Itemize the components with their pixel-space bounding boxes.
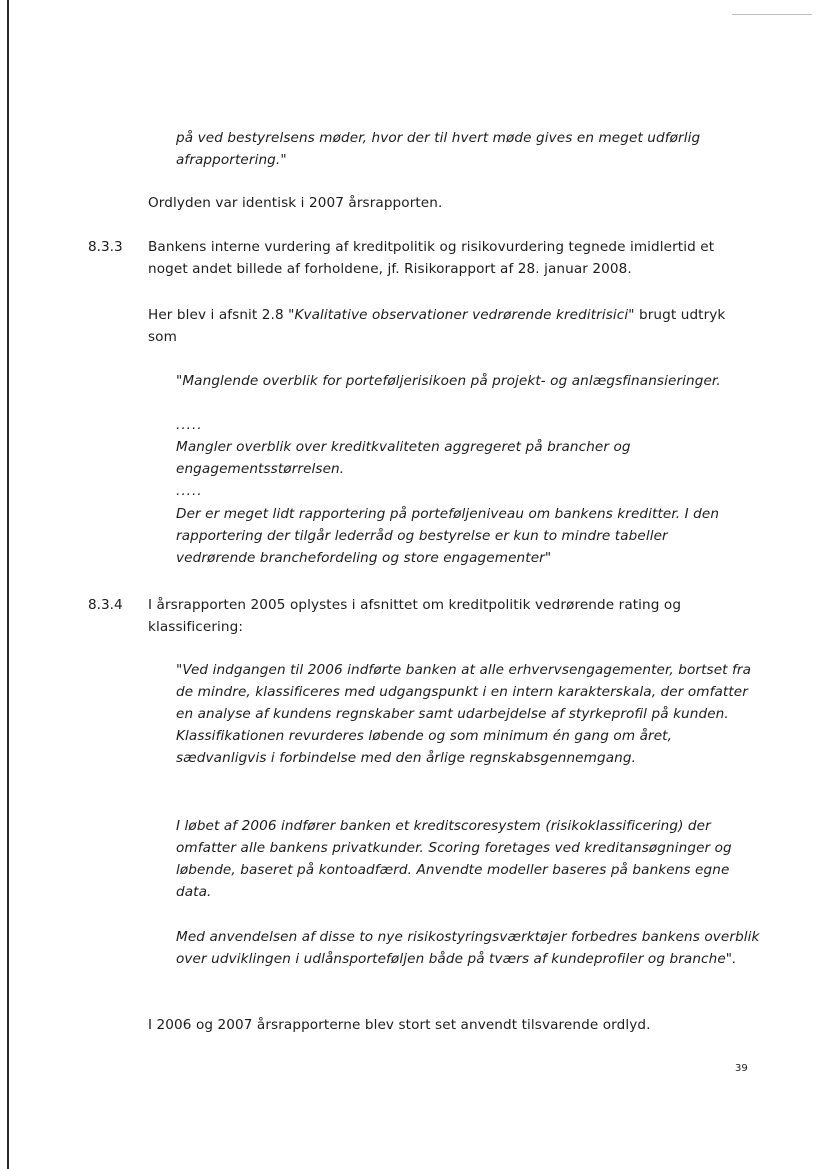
intro-italic: "Kvalitative observationer vedrørende kreditrisici" bbox=[288, 307, 635, 323]
quote-continuation: på ved bestyrelsens møder, hvor der til hvert møde gives en meget udførlig afrapportering." bbox=[176, 130, 701, 168]
section-number-8-3-3: 8.3.3 bbox=[88, 239, 123, 255]
ellipsis-1: ..... bbox=[176, 417, 203, 433]
blockquote-5: I løbet af 2006 indfører banken et kreditscoresystem (risikoklassificering) der omfatter alle bankens privatkunder. Scoring foretages ved kreditansøgninger og løbende, baseret på kontoadfærd. Anvendte modeller baseres på bankens egne data. bbox=[176, 818, 732, 900]
section-number-8-3-4: 8.3.4 bbox=[88, 597, 123, 613]
paragraph-identical: Ordlyden var identisk i 2007 årsrapporten. bbox=[148, 195, 443, 211]
scan-mark bbox=[732, 14, 812, 15]
blockquote-2: Mangler overblik over kreditkvaliteten aggregeret på brancher og engagementsstørrelsen. bbox=[176, 439, 631, 477]
intro-rest: brugt udtryk som bbox=[148, 307, 726, 345]
ellipsis-2: ..... bbox=[176, 483, 203, 499]
scan-border bbox=[7, 0, 9, 1169]
closing-paragraph: I 2006 og 2007 årsrapporterne blev stort set anvendt tilsvarende ordlyd. bbox=[148, 1017, 651, 1033]
blockquote-4: "Ved indgangen til 2006 indførte banken at alle erhvervsengagementer, bortset fra de mindre, klassificeres med udgangspunkt i en intern karakterskala, der omfatter en analyse af kundens regnskaber samt udarbejdelse af styrkeprofil på kunden. Klassifikationen revurderes løbende og som minimum én gang om året, sædvanligvis i forbindelse med den årlige regnskabsgennemgang. bbox=[176, 662, 752, 766]
page-number: 39 bbox=[735, 1063, 748, 1074]
intro-plain: Her blev i afsnit 2.8 bbox=[148, 307, 289, 323]
section-8-3-3-intro bbox=[148, 304, 748, 348]
blockquote-1: "Manglende overblik for porteføljerisikoen på projekt- og anlægsfinansieringer. bbox=[176, 373, 721, 389]
blockquote-3: Der er meget lidt rapportering på porteføljeniveau om bankens kreditter. I den rapportering der tilgår lederråd og bestyrelse er kun to mindre tabeller vedrørende branchefordeling og store engagementer" bbox=[176, 506, 720, 566]
section-8-3-3-text: Bankens interne vurdering af kreditpolitik og risikovurdering tegnede imidlertid et noget andet billede af forholdene, jf. Risikorapport af 28. januar 2008. bbox=[148, 239, 715, 277]
section-8-3-4-text: I årsrapporten 2005 oplystes i afsnittet om kreditpolitik vedrørende rating og klassificering: bbox=[148, 597, 682, 635]
blockquote-6: Med anvendelsen af disse to nye risikostyringsværktøjer forbedres bankens overblik over udviklingen i udlånsporteføljen både på tværs af kundeprofiler og branche". bbox=[176, 929, 760, 967]
